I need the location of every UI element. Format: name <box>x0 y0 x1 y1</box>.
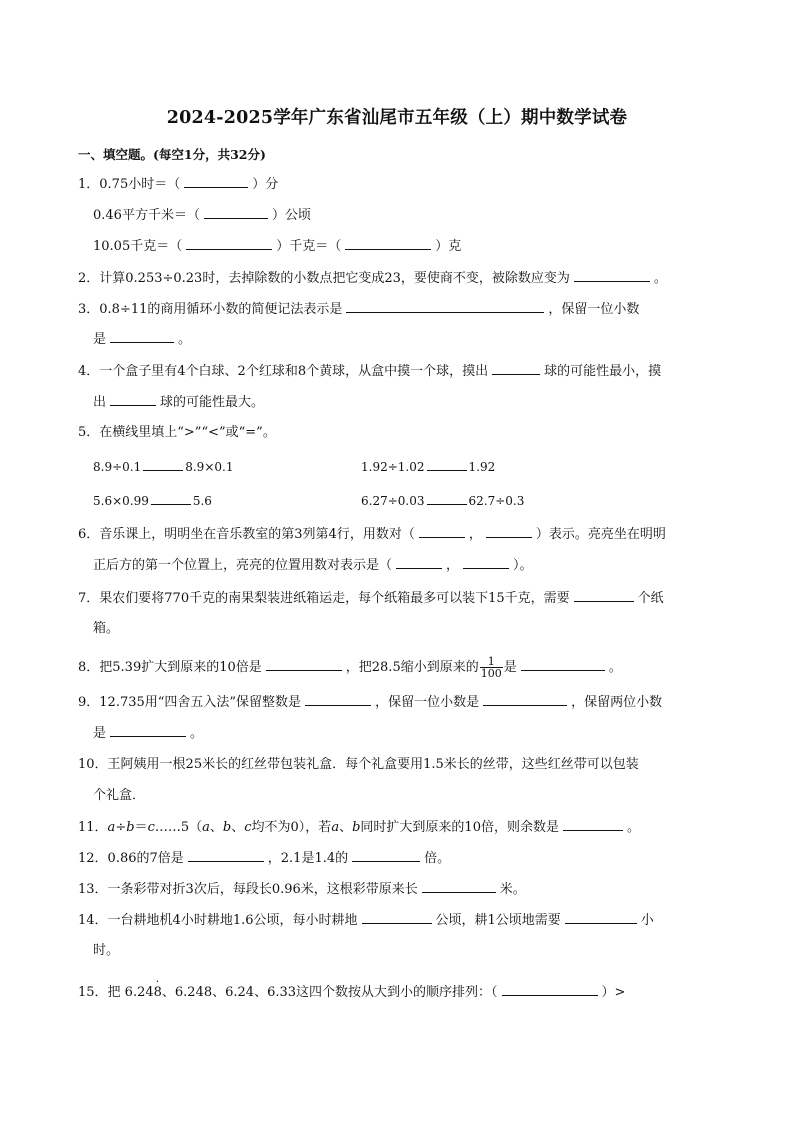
q3-text: 。 <box>178 332 192 347</box>
q11-text: ÷ <box>115 820 127 835</box>
q9-text: ，保留两位小数 <box>571 695 663 710</box>
compare-right: 8.9×0.1 <box>185 460 234 474</box>
answer-blank[interactable] <box>184 175 248 188</box>
q7-text: 7．果农们要将770千克的南果梨装进纸箱运走，每个纸箱最多可以装下15千克，需要 <box>78 591 570 606</box>
q11-text: 、 <box>231 820 245 835</box>
answer-blank[interactable] <box>345 237 431 250</box>
q1-text: ）千克＝（ <box>276 239 342 254</box>
fraction-numerator: 1 <box>480 656 503 668</box>
answer-blank[interactable] <box>151 492 191 505</box>
question-9-line-1 <box>78 693 662 712</box>
q8-text: 是 <box>503 660 517 675</box>
q12-text: 12．0.86的7倍是 <box>78 851 184 866</box>
q3-text: ，保留一位小数 <box>548 302 640 317</box>
q14-text: 小 <box>640 913 654 928</box>
q8-text: 8．把5.39扩大到原来的10倍是 <box>78 660 262 675</box>
q6-text: 6．音乐课上，明明坐在音乐教室的第3列第4行，用数对（ <box>78 527 415 542</box>
compare-left: 1.92÷1.02 <box>361 460 425 474</box>
q9-text: 9．12.735用“四舍五入法”保留整数是 <box>78 695 302 710</box>
section-heading: 一、填空题。(每空1分，共32分) <box>78 147 266 162</box>
question-9-line-2 <box>93 724 203 743</box>
var-a: a <box>202 820 210 835</box>
q1-text: 10.05千克＝（ <box>93 239 183 254</box>
q14-text: 14．一台耕地机4小时耕地1.6公顷，每小时耕地 <box>78 913 358 928</box>
question-6-line-1 <box>78 525 666 544</box>
question-1-line-1 <box>78 175 278 194</box>
compare-left: 5.6×0.99 <box>93 494 149 508</box>
q1-text: ）分 <box>252 177 279 192</box>
compare-item <box>361 492 524 510</box>
q11-text: 均不为0），若 <box>251 820 332 835</box>
question-8 <box>78 656 622 679</box>
q12-text: ，2.1是1.4的 <box>267 851 349 866</box>
fraction <box>480 656 503 679</box>
answer-blank[interactable] <box>110 330 174 343</box>
var-b: b <box>222 820 232 835</box>
q3-text: 是 <box>93 332 107 347</box>
question-11 <box>78 818 640 837</box>
answer-blank[interactable] <box>486 525 532 538</box>
question-10-line-2: 个礼盒． <box>93 788 146 803</box>
q9-text: 是 <box>93 726 107 741</box>
var-c: c <box>147 820 155 835</box>
answer-blank[interactable] <box>204 206 268 219</box>
answer-blank[interactable] <box>110 724 186 737</box>
answer-blank[interactable] <box>563 818 623 831</box>
question-1-line-2 <box>93 206 311 225</box>
question-7-line-2: 箱。 <box>93 621 120 636</box>
question-4-line-2 <box>93 393 264 412</box>
q15-text: ）> <box>601 985 626 1000</box>
answer-blank[interactable] <box>574 589 634 602</box>
compare-left: 6.27÷0.03 <box>361 494 425 508</box>
answer-blank[interactable] <box>352 849 420 862</box>
q11-text: 同时扩大到原来的10倍，则余数是 <box>360 820 559 835</box>
answer-blank[interactable] <box>463 556 509 569</box>
q6-text: ， <box>468 527 482 542</box>
question-13 <box>78 880 526 899</box>
question-3-line-1 <box>78 300 639 319</box>
answer-blank[interactable] <box>305 693 371 706</box>
q4-text: 出 <box>93 395 107 410</box>
question-12 <box>78 849 450 868</box>
answer-blank[interactable] <box>362 911 432 924</box>
question-4-line-1 <box>78 362 661 381</box>
q13-text: 13．一条彩带对折3次后，每段长0.96米，这根彩带原来长 <box>78 882 418 897</box>
answer-blank[interactable] <box>188 849 264 862</box>
compare-left: 8.9÷0.1 <box>93 460 142 474</box>
var-b: b <box>126 820 135 835</box>
q1-text: ）克 <box>435 239 462 254</box>
var-b: b <box>352 820 361 835</box>
q11-text: ＝ <box>134 820 148 835</box>
answer-blank[interactable] <box>143 458 183 471</box>
q14-text: 公顷，耕1公顷地需要 <box>435 913 561 928</box>
q9-text: 。 <box>190 726 204 741</box>
q15-text: 、6.248、6.24、6.33这四个数按从大到小的顺序排列：（ <box>161 985 498 1000</box>
question-3-line-2 <box>93 330 191 349</box>
q11-text: 、 <box>339 820 353 835</box>
answer-blank[interactable] <box>427 492 467 505</box>
answer-blank[interactable] <box>346 300 544 313</box>
compare-item <box>361 458 495 476</box>
answer-blank[interactable] <box>396 556 442 569</box>
answer-blank[interactable] <box>419 525 465 538</box>
q6-text: ， <box>446 558 460 573</box>
q11-text: 、 <box>209 820 223 835</box>
q11-text: 。 <box>626 820 640 835</box>
fraction-denominator: 100 <box>480 667 502 680</box>
compare-right: 1.92 <box>468 460 496 474</box>
answer-blank[interactable] <box>521 658 605 671</box>
q1-text: ）公顷 <box>271 208 311 223</box>
compare-right: 62.7÷0.3 <box>468 494 525 508</box>
q1-text: 1．0.75小时＝（ <box>78 177 181 192</box>
question-10-line-1: 10．王阿姨用一根25米长的红丝带包装礼盒．每个礼盒要用1.5米长的丝带，这些红丝带可以包装 <box>78 757 639 772</box>
question-5-heading: 5．在横线里填上“>”“<”或“=”。 <box>78 425 276 440</box>
q4-text: 4．一个盒子里有4个白球、2个红球和8个黄球，从盒中摸一个球，摸出 <box>78 364 489 379</box>
question-14-line-2: 时。 <box>93 943 120 958</box>
q12-text: 倍。 <box>424 851 451 866</box>
question-7-line-1 <box>78 589 664 608</box>
q4-text: 球的可能性最大。 <box>160 395 265 410</box>
answer-blank[interactable] <box>110 393 156 406</box>
q2-text: 2．计算0.253÷0.23时，去掉除数的小数点把它变成23，要使商不变，被除数应变为 <box>78 271 570 286</box>
q6-text: ）表示。亮亮坐在明明 <box>535 527 666 542</box>
answer-blank[interactable] <box>483 693 567 706</box>
q6-text: 正后方的第一个位置上，亮亮的位置用数对表示是（ <box>93 558 393 573</box>
var-c: c <box>244 820 252 835</box>
answer-blank[interactable] <box>492 362 540 375</box>
exam-title: 2024-2025学年广东省汕尾市五年级（上）期中数学试卷 <box>166 108 628 128</box>
question-6-line-2 <box>93 556 533 575</box>
q3-text: 3．0.8÷11的商用循环小数的简便记法表示是 <box>78 302 343 317</box>
var-a: a <box>331 820 340 835</box>
q15-text: 15．把 6.24 <box>78 985 154 1000</box>
answer-blank[interactable] <box>186 237 272 250</box>
repeating-digit: · 8 <box>154 984 162 1002</box>
compare-item <box>93 458 233 476</box>
var-a: a <box>107 820 116 835</box>
answer-blank[interactable] <box>266 658 342 671</box>
answer-blank[interactable] <box>422 880 496 893</box>
compare-item <box>93 492 212 510</box>
answer-blank[interactable] <box>574 269 650 282</box>
q9-text: ，保留一位小数是 <box>375 695 480 710</box>
q11-text: 11． <box>78 820 108 835</box>
question-15 <box>78 983 625 1002</box>
q13-text: 米。 <box>499 882 526 897</box>
q11-text: ……5（ <box>154 820 203 835</box>
answer-blank[interactable] <box>565 911 637 924</box>
q6-text: ）。 <box>513 558 533 573</box>
q1-text: 0.46平方千米＝（ <box>93 208 200 223</box>
q2-text: 。 <box>653 271 667 286</box>
q8-text: ，把28.5缩小到原来的 <box>345 660 479 675</box>
answer-blank[interactable] <box>427 458 467 471</box>
question-1-line-3 <box>93 237 461 256</box>
compare-right: 5.6 <box>192 494 212 508</box>
question-14-line-1 <box>78 911 654 930</box>
answer-blank[interactable] <box>502 983 598 996</box>
q4-text: 球的可能性最小，摸 <box>544 364 662 379</box>
question-2 <box>78 269 667 288</box>
q7-text: 个纸 <box>637 591 664 606</box>
q8-text: 。 <box>608 660 622 675</box>
